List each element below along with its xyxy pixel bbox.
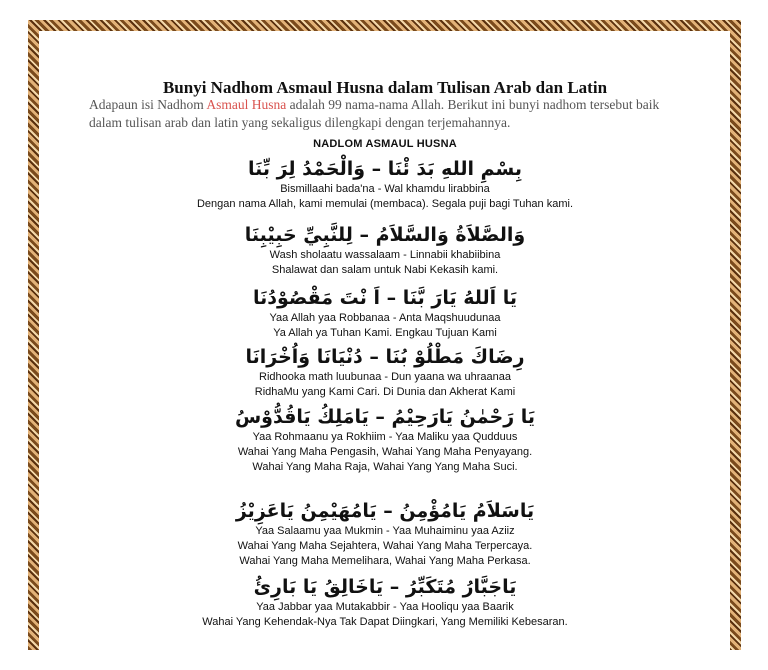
verse-translation: Dengan nama Allah, kami memulai (membaca). Segala puji bagi Tuhan kami.: [196, 198, 574, 210]
verse-latin: Bismillaahi bada'na - Wal khamdu lirabbina: [280, 183, 490, 195]
verse-translation: Wahai Yang Maha Pengasih, Wahai Yang Maha Penyayang.: [237, 446, 533, 458]
verse-translation: Wahai Yang Kehendak-Nya Tak Dapat Diingkari, Yang Memiliki Kebesaran.: [202, 616, 568, 628]
document-page: [40, 0, 730, 630]
verse-latin: Ridhooka math luubunaa - Dun yaana wa uhraanaa: [259, 371, 511, 383]
verse-block: [40, 156, 730, 212]
verse-latin: Wash sholaatu wassalaam - Linnabii khabiibina: [269, 249, 501, 261]
verse-arabic: بِسْمِ اللهِ بَدَ ئْنَا – وَالْحَمْدُ لِرَ بِّنَا: [247, 158, 523, 180]
verse-arabic: رِضَاكَ مَطْلُوْ بُنَا – دُنْيَانَا وَاُخْرَانَا: [245, 346, 525, 368]
verse-block: [40, 574, 730, 630]
verse-arabic: يَاسَلاَمُ يَامُؤْمِنُ – يَامُهَيْمِنُ يَاعَزِيْزُ: [235, 500, 535, 522]
asmaul-husna-link[interactable]: Asmaul Husna: [206, 97, 287, 112]
intro-text-start: Adapaun isi Nadhom: [89, 97, 207, 112]
verse-latin: Yaa Jabbar yaa Mutakabbir - Yaa Hooliqu yaa Baarik: [256, 601, 514, 613]
verse-arabic: وَالصَّلاَةُ وَالسَّلاَمُ – لِلنَّبِيِّ حَبِيْبِنَا: [244, 224, 526, 246]
verse-block: [40, 344, 730, 400]
section-heading: NADLOM ASMAUL HUSNA: [313, 138, 457, 150]
verse-arabic: يَا اَللهُ يَارَ بَّنَا – اَ نْتَ مَقْصُوْدُنَا: [252, 287, 518, 309]
verse-latin: Yaa Salaamu yaa Mukmin - Yaa Muhaiminu yaa Aziiz: [255, 525, 515, 537]
verse-translation: Wahai Yang Maha Sejahtera, Wahai Yang Maha Terpercaya.: [237, 540, 533, 552]
verse-block: [40, 285, 730, 341]
verse-translation: Wahai Yang Maha Raja, Wahai Yang Yang Maha Suci.: [252, 461, 518, 473]
intro-paragraph: [89, 96, 689, 132]
verse-translation: Wahai Yang Maha Memelihara, Wahai Yang Maha Perkasa.: [239, 555, 531, 567]
verse-arabic: يَا رَحْمٰنُ يَارَحِيْمُ – يَامَلِكُ يَاقُدُّوْسُ: [234, 406, 536, 428]
verse-latin: Yaa Rohmaanu ya Rokhiim - Yaa Maliku yaa Qudduus: [252, 431, 518, 443]
verse-translation: Shalawat dan salam untuk Nabi Kekasih kami.: [271, 264, 499, 276]
verse-translation: RidhaMu yang Kami Cari. Di Dunia dan Akherat Kami: [254, 386, 516, 398]
verse-block: [40, 404, 730, 475]
verse-block: [40, 222, 730, 278]
verse-latin: Yaa Allah yaa Robbanaa - Anta Maqshuudunaa: [269, 312, 501, 324]
verse-translation: Ya Allah ya Tuhan Kami. Engkau Tujuan Kami: [273, 327, 497, 339]
verse-block: [40, 498, 730, 569]
verse-arabic: يَاجَبَّارُ مُتَكَبِّرُ – يَاخَالِقُ يَا بَارِئُ: [253, 576, 517, 598]
intro-text-end: adalah 99 nama-nama Allah. Berikut ini bunyi nadhom tersebut baik dalam tulisan arab dan latin yang sekaligus dilengkapi dengan terjemahannya.: [89, 97, 660, 130]
page-title: Bunyi Nadhom Asmaul Husna dalam Tulisan Arab dan Latin: [162, 78, 608, 97]
